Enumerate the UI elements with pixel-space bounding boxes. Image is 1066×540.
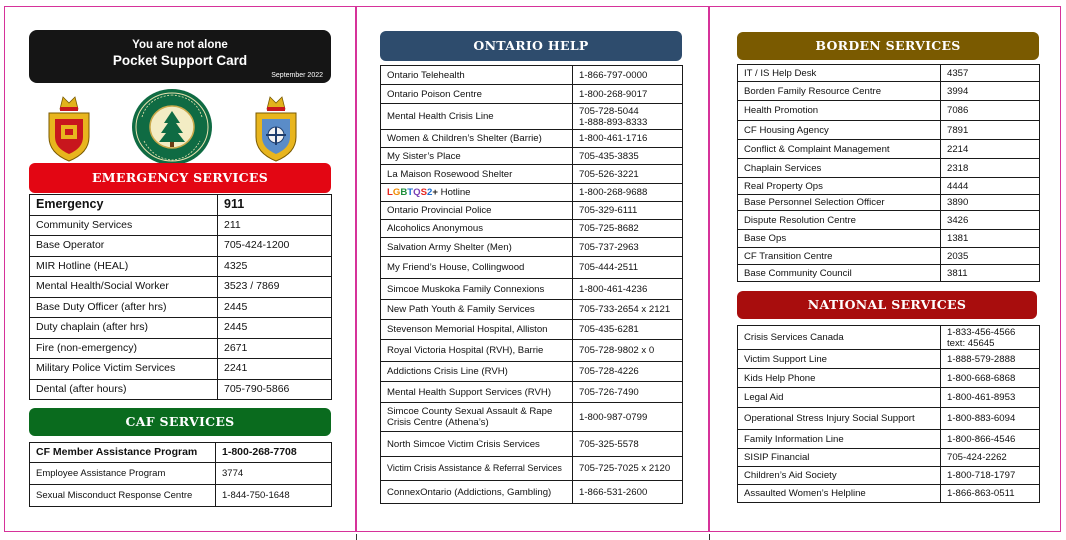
table-row <box>738 65 1040 82</box>
service-name: Borden Family Resource Centre <box>738 82 941 101</box>
service-number[interactable]: 1-800-461-8953 <box>941 388 1040 408</box>
table-row <box>381 202 683 220</box>
table-row <box>381 340 683 362</box>
cfb-borden-crest-icon <box>41 91 97 165</box>
service-number[interactable]: 2035 <box>941 248 1040 265</box>
service-name: Mental Health Support Services (RVH) <box>381 382 573 403</box>
table-row <box>30 443 332 463</box>
lgbt-letter: B <box>400 187 408 198</box>
table-row <box>381 130 683 148</box>
table-row <box>381 279 683 300</box>
table-row <box>738 195 1040 211</box>
lgbt-letter: G <box>392 187 401 198</box>
service-number[interactable]: 1-800-987-0799 <box>573 403 683 432</box>
service-name <box>381 184 573 202</box>
service-name: Base Community Council <box>738 265 941 282</box>
service-name: Addictions Crisis Line (RVH) <box>381 362 573 382</box>
table-row <box>30 359 332 380</box>
table-row <box>738 101 1040 121</box>
service-name: Dispute Resolution Centre <box>738 211 941 230</box>
service-number[interactable] <box>941 326 1040 350</box>
table-row <box>738 230 1040 248</box>
table-row <box>30 256 332 277</box>
service-name: Royal Victoria Hospital (RVH), Barrie <box>381 340 573 362</box>
table-row <box>381 403 683 432</box>
table-row <box>738 265 1040 282</box>
fold-mark <box>356 534 357 540</box>
national-services-table <box>737 325 1040 503</box>
service-number[interactable]: 1381 <box>941 230 1040 248</box>
service-name: Kids Help Phone <box>738 369 941 388</box>
service-name: Victim Support Line <box>738 350 941 369</box>
service-name: Community Services <box>30 215 218 236</box>
service-number[interactable]: 3890 <box>941 195 1040 211</box>
service-number[interactable]: 3426 <box>941 211 1040 230</box>
lgbt-letter: T <box>407 187 414 198</box>
service-name: Dental (after hours) <box>30 379 218 400</box>
borden-services-table <box>737 64 1040 282</box>
table-row <box>381 300 683 320</box>
service-name: Health Promotion <box>738 101 941 121</box>
service-number[interactable]: 705-726-7490 <box>573 382 683 403</box>
lgbt-letter: + <box>432 187 438 198</box>
service-name: Legal Aid <box>738 388 941 408</box>
service-name: Alcoholics Anonymous <box>381 220 573 238</box>
service-name: Base Operator <box>30 236 218 257</box>
service-number[interactable]: 705-424-2262 <box>941 449 1040 467</box>
service-name: Stevenson Memorial Hospital, Alliston <box>381 320 573 340</box>
table-row <box>381 362 683 382</box>
table-row <box>738 467 1040 485</box>
service-name: SISIP Financial <box>738 449 941 467</box>
lgbt-letter: S <box>420 187 428 198</box>
borden-services-header: BORDEN SERVICES <box>737 32 1039 60</box>
table-row <box>381 104 683 130</box>
table-row <box>30 277 332 298</box>
service-number[interactable]: 2241 <box>218 359 332 380</box>
service-number[interactable]: 1-866-797-0000 <box>573 66 683 85</box>
service-number[interactable]: 3994 <box>941 82 1040 101</box>
service-number[interactable]: 1-800-883-6094 <box>941 408 1040 430</box>
table-row <box>381 66 683 85</box>
service-name: Conflict & Complaint Management <box>738 140 941 159</box>
table-row <box>738 430 1040 449</box>
table-row <box>381 481 683 504</box>
service-name: Family Information Line <box>738 430 941 449</box>
table-row <box>30 463 332 485</box>
service-name: Victim Crisis Assistance & Referral Services <box>381 457 573 481</box>
panel-right <box>709 6 1061 532</box>
service-number[interactable]: 705-725-8682 <box>573 220 683 238</box>
service-name: Ontario Poison Centre <box>381 85 573 104</box>
service-number[interactable]: 4357 <box>941 65 1040 82</box>
service-number[interactable]: 1-800-268-7708 <box>216 443 332 463</box>
table-row <box>381 257 683 279</box>
service-name: CF Housing Agency <box>738 121 941 140</box>
table-row <box>381 165 683 184</box>
service-name: My Sister’s Place <box>381 148 573 165</box>
card-date: September 2022 <box>271 72 323 79</box>
service-number[interactable]: 1-800-461-4236 <box>573 279 683 300</box>
service-name: Ontario Provincial Police <box>381 202 573 220</box>
table-row <box>381 320 683 340</box>
service-name: Simcoe County Sexual Assault & Rape Crisis Centre (Athena’s) <box>381 403 573 432</box>
service-number[interactable]: 211 <box>218 215 332 236</box>
table-row <box>30 195 332 216</box>
service-number[interactable]: 7086 <box>941 101 1040 121</box>
service-number[interactable]: 1-800-866-4546 <box>941 430 1040 449</box>
service-name: CF Transition Centre <box>738 248 941 265</box>
fold-mark <box>709 534 710 540</box>
table-row <box>30 318 332 339</box>
service-number[interactable]: 4444 <box>941 178 1040 195</box>
service-number[interactable]: 705-424-1200 <box>218 236 332 257</box>
table-row <box>381 184 683 202</box>
number-line: 1-888-893-8333 <box>579 116 648 128</box>
service-name: ConnexOntario (Addictions, Gambling) <box>381 481 573 504</box>
service-number[interactable]: 2214 <box>941 140 1040 159</box>
lgbt-letter: 2 <box>427 187 433 198</box>
service-name: Mental Health/Social Worker <box>30 277 218 298</box>
service-name: Operational Stress Injury Social Support <box>738 408 941 430</box>
service-number[interactable]: 1-800-268-9017 <box>573 85 683 104</box>
lgbt-suffix: Hotline <box>437 187 471 198</box>
service-name: Children’s Aid Society <box>738 467 941 485</box>
service-name: Real Property Ops <box>738 178 941 195</box>
service-number[interactable]: 1-800-461-1716 <box>573 130 683 148</box>
service-name: Ontario Telehealth <box>381 66 573 85</box>
service-name: La Maison Rosewood Shelter <box>381 165 573 184</box>
service-name: CF Member Assistance Program <box>30 443 216 463</box>
service-name: IT / IS Help Desk <box>738 65 941 82</box>
service-number[interactable]: 1-800-668-6868 <box>941 369 1040 388</box>
service-name: Base Ops <box>738 230 941 248</box>
number-line: 705-728-5044 <box>579 105 639 117</box>
table-row <box>381 382 683 403</box>
table-row <box>381 432 683 457</box>
table-row <box>738 408 1040 430</box>
number-line: text: 45645 <box>947 337 995 349</box>
caf-services-header: CAF SERVICES <box>29 408 331 436</box>
service-number[interactable]: 4325 <box>218 256 332 277</box>
table-row <box>738 350 1040 369</box>
service-name: Duty chaplain (after hrs) <box>30 318 218 339</box>
service-number[interactable]: 705-737-2963 <box>573 238 683 257</box>
service-name: Assaulted Women’s Helpline <box>738 485 941 503</box>
table-row <box>738 140 1040 159</box>
ontario-help-table <box>380 65 683 504</box>
panel-middle <box>356 6 709 532</box>
service-number[interactable]: 3774 <box>216 463 332 485</box>
table-row <box>738 159 1040 178</box>
table-row <box>738 178 1040 195</box>
emergency-services-header: EMERGENCY SERVICES <box>29 163 331 193</box>
service-number[interactable]: 7891 <box>941 121 1040 140</box>
service-number[interactable]: 705-725-7025 x 2120 <box>573 457 683 481</box>
table-row <box>738 485 1040 503</box>
service-number[interactable]: 2671 <box>218 338 332 359</box>
table-row <box>381 457 683 481</box>
table-row <box>381 220 683 238</box>
service-number[interactable]: 705-790-5866 <box>218 379 332 400</box>
table-row <box>738 211 1040 230</box>
service-name: Simcoe Muskoka Family Connexions <box>381 279 573 300</box>
service-number[interactable]: 705-435-3835 <box>573 148 683 165</box>
service-name: Fire (non-emergency) <box>30 338 218 359</box>
service-name: Military Police Victim Services <box>30 359 218 380</box>
service-number[interactable]: 705-435-6281 <box>573 320 683 340</box>
service-number[interactable]: 1-866-863-0511 <box>941 485 1040 503</box>
table-row <box>738 121 1040 140</box>
service-name: Base Personnel Selection Officer <box>738 195 941 211</box>
service-name: Women & Children’s Shelter (Barrie) <box>381 130 573 148</box>
service-number[interactable] <box>573 104 683 130</box>
service-name: Salvation Army Shelter (Men) <box>381 238 573 257</box>
service-number[interactable]: 1-866-531-2600 <box>573 481 683 504</box>
rcaf-crest-icon <box>248 91 304 165</box>
service-number[interactable]: 2445 <box>218 318 332 339</box>
service-number[interactable]: 3811 <box>941 265 1040 282</box>
lgbt-letter: L <box>387 187 393 198</box>
service-number[interactable]: 705-526-3221 <box>573 165 683 184</box>
service-number[interactable]: 2445 <box>218 297 332 318</box>
service-name: MIR Hotline (HEAL) <box>30 256 218 277</box>
number-line: 1-833-456-4566 <box>947 326 1016 338</box>
service-number[interactable]: 705-728-9802 x 0 <box>573 340 683 362</box>
table-row <box>738 388 1040 408</box>
service-number[interactable]: 1-888-579-2888 <box>941 350 1040 369</box>
table-row <box>381 238 683 257</box>
table-row <box>30 236 332 257</box>
table-row <box>30 379 332 400</box>
service-number[interactable]: 1-800-268-9688 <box>573 184 683 202</box>
service-number[interactable]: 911 <box>218 195 332 216</box>
service-name: New Path Youth & Family Services <box>381 300 573 320</box>
ontario-help-header: ONTARIO HELP <box>380 31 682 61</box>
service-name: Sexual Misconduct Response Centre <box>30 485 216 507</box>
service-number[interactable]: 705-325-5578 <box>573 432 683 457</box>
service-number[interactable]: 3523 / 7869 <box>218 277 332 298</box>
service-number[interactable]: 705-733-2654 x 2121 <box>573 300 683 320</box>
caf-services-table <box>29 442 332 507</box>
service-number[interactable]: 705-444-2511 <box>573 257 683 279</box>
service-number[interactable]: 705-728-4226 <box>573 362 683 382</box>
emergency-services-table <box>29 194 332 400</box>
table-row <box>738 248 1040 265</box>
service-number[interactable]: 1-800-718-1797 <box>941 467 1040 485</box>
national-services-header: NATIONAL SERVICES <box>737 291 1037 319</box>
support-agencies-seal-icon <box>128 87 216 167</box>
table-row <box>30 338 332 359</box>
table-row <box>381 148 683 165</box>
lgbt-letter: Q <box>413 187 421 198</box>
table-row <box>738 449 1040 467</box>
service-name: Base Duty Officer (after hrs) <box>30 297 218 318</box>
service-name: Employee Assistance Program <box>30 463 216 485</box>
tagline: You are not alone <box>132 39 228 51</box>
service-number[interactable]: 705-329-6111 <box>573 202 683 220</box>
service-name: Crisis Services Canada <box>738 326 941 350</box>
table-row <box>30 297 332 318</box>
table-row <box>738 82 1040 101</box>
service-name: Chaplain Services <box>738 159 941 178</box>
service-name: North Simcoe Victim Crisis Services <box>381 432 573 457</box>
table-row <box>738 326 1040 350</box>
service-number[interactable]: 2318 <box>941 159 1040 178</box>
service-number[interactable]: 1-844-750-1648 <box>216 485 332 507</box>
card-title: Pocket Support Card <box>112 53 248 68</box>
table-row <box>738 369 1040 388</box>
service-name: Emergency <box>30 195 218 216</box>
service-name: Mental Health Crisis Line <box>381 104 573 130</box>
panel-left <box>4 6 356 532</box>
title-card <box>29 30 331 83</box>
table-row <box>30 485 332 507</box>
table-row <box>381 85 683 104</box>
table-row <box>30 215 332 236</box>
service-name: My Friend’s House, Collingwood <box>381 257 573 279</box>
